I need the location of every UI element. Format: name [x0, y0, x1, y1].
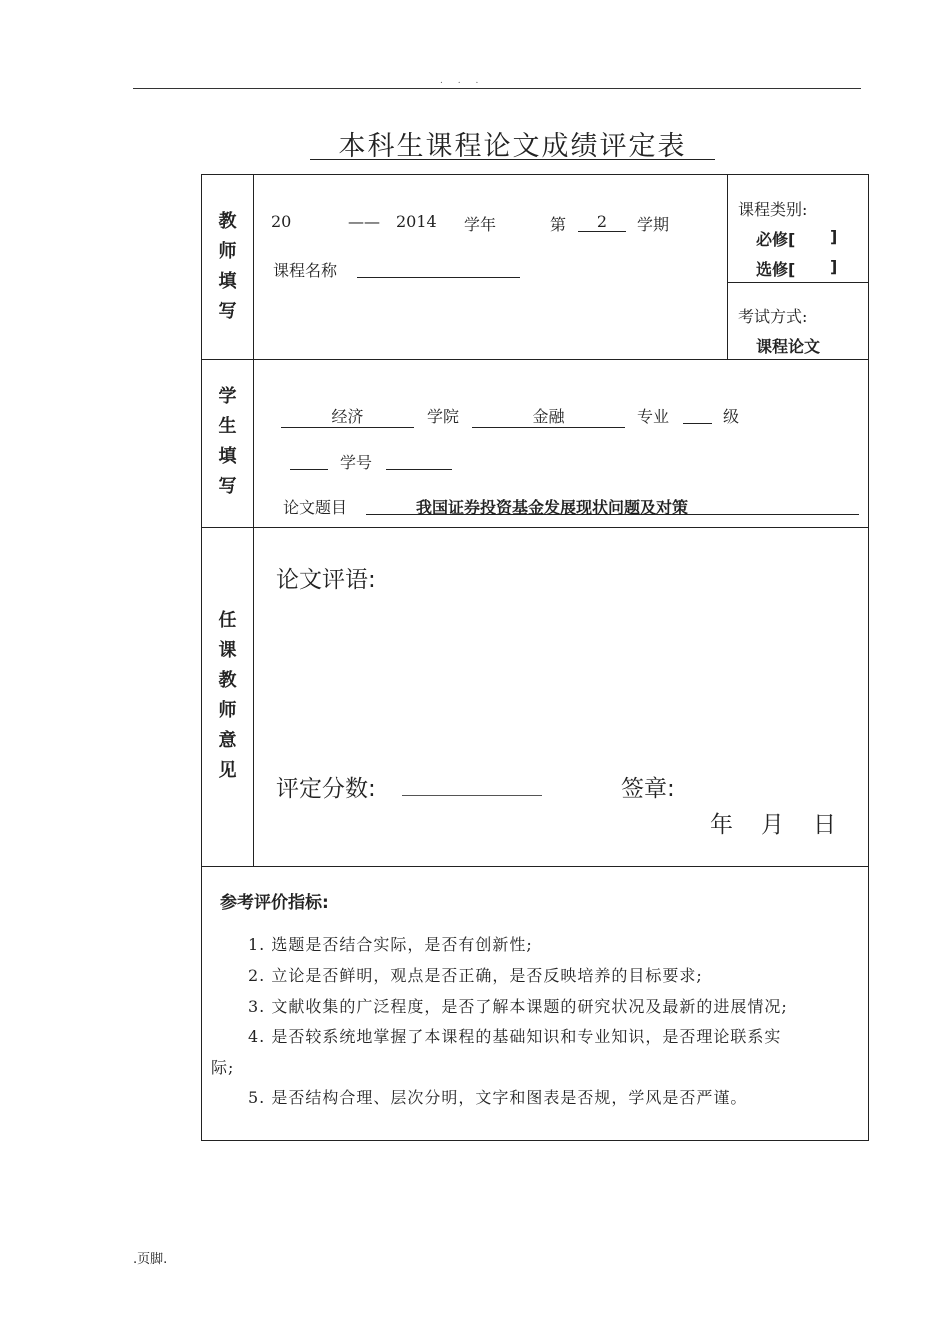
year-start: 20 [271, 212, 292, 231]
page-header-text: . . . [440, 76, 485, 86]
opinion-label-char: 教 [218, 670, 237, 691]
student-section-bottom [201, 527, 869, 528]
comment-label: 论文评语: [276, 567, 376, 593]
criteria-heading: 参考评价指标: [220, 893, 329, 913]
student-label-char: 学 [218, 386, 237, 407]
grade-label: 级 [723, 407, 740, 426]
score-field[interactable] [402, 795, 542, 796]
teacher-section-bottom [201, 359, 869, 360]
teacher-label-char: 师 [218, 241, 237, 262]
category-divider [727, 282, 869, 283]
exam-method-value: 课程论文 [756, 337, 821, 356]
opinion-label-char: 意 [218, 730, 237, 751]
year-end: 2014 [396, 212, 437, 231]
teacher-fill-label [201, 207, 254, 327]
score-label: 评定分数: [276, 776, 376, 802]
date-year-label: 年 [710, 812, 733, 838]
elective-checkbox[interactable]: 选修[ [756, 260, 796, 279]
required-checkbox[interactable]: 必修[ [756, 230, 796, 249]
student-label-char: 填 [218, 446, 237, 467]
student-fill-label [201, 382, 254, 502]
title-underline [310, 159, 715, 160]
opinion-label-char: 任 [218, 610, 237, 631]
teacher-label-char: 填 [218, 271, 237, 292]
page-header-rule [133, 88, 861, 89]
semester-field[interactable]: 2 [578, 212, 626, 232]
course-name-field[interactable] [357, 258, 520, 278]
major-field[interactable]: 金融 [472, 404, 625, 428]
course-category-label: 课程类别: [738, 200, 808, 219]
semester-di-label: 第 [550, 215, 567, 234]
date-day-label: 日 [813, 812, 836, 838]
signature-label: 签章: [621, 776, 675, 802]
criteria-item: 5. 是否结构合理、层次分明，文字和图表是否规，学风是否严谨。 [248, 1088, 748, 1107]
page-title: 本科生课程论文成绩评定表 [338, 131, 687, 162]
criteria-item: 3. 文献收集的广泛程度，是否了解本课题的研究状况及最新的进展情况; [248, 997, 788, 1016]
criteria-item: 1. 选题是否结合实际，是否有创新性; [248, 935, 533, 954]
teacher-label-char: 教 [218, 211, 237, 232]
page-footer: .页脚. [133, 1252, 168, 1267]
opinion-label-char: 师 [218, 700, 237, 721]
opinion-label-char: 课 [218, 640, 237, 661]
college-label: 学院 [427, 407, 460, 426]
student-label-char: 生 [218, 416, 237, 437]
student-id-label: 学号 [340, 453, 373, 472]
criteria-item: 4. 是否较系统地掌握了本课程的基础知识和专业知识，是否理论联系实 [248, 1027, 782, 1046]
category-column-divider [727, 174, 728, 359]
thesis-topic-field[interactable]: 我国证券投资基金发展现状问题及对策 [416, 498, 689, 517]
grade-field[interactable] [683, 404, 712, 424]
academic-year-label: 学年 [464, 215, 497, 234]
teacher-label-char: 写 [218, 301, 237, 322]
student-label-char: 写 [218, 476, 237, 497]
criteria-item-continued: 际; [211, 1058, 235, 1077]
opinion-section-bottom [201, 866, 869, 867]
exam-method-label: 考试方式: [738, 307, 808, 326]
thesis-topic-label: 论文题目 [283, 498, 348, 517]
year-dash: —— [348, 212, 380, 231]
elective-bracket-close: ] [830, 257, 838, 276]
semester-label: 学期 [637, 215, 670, 234]
opinion-label-char: 见 [218, 760, 237, 781]
required-bracket-close: ] [830, 227, 838, 246]
major-label: 专业 [637, 407, 670, 426]
student-name-field[interactable] [290, 450, 328, 470]
course-name-label: 课程名称 [273, 261, 338, 280]
student-id-field[interactable] [386, 450, 452, 470]
date-month-label: 月 [761, 812, 784, 838]
instructor-opinion-label [201, 606, 254, 786]
criteria-item: 2. 立论是否鲜明，观点是否正确，是否反映培养的目标要求; [248, 966, 703, 985]
college-field[interactable]: 经济 [281, 404, 414, 428]
